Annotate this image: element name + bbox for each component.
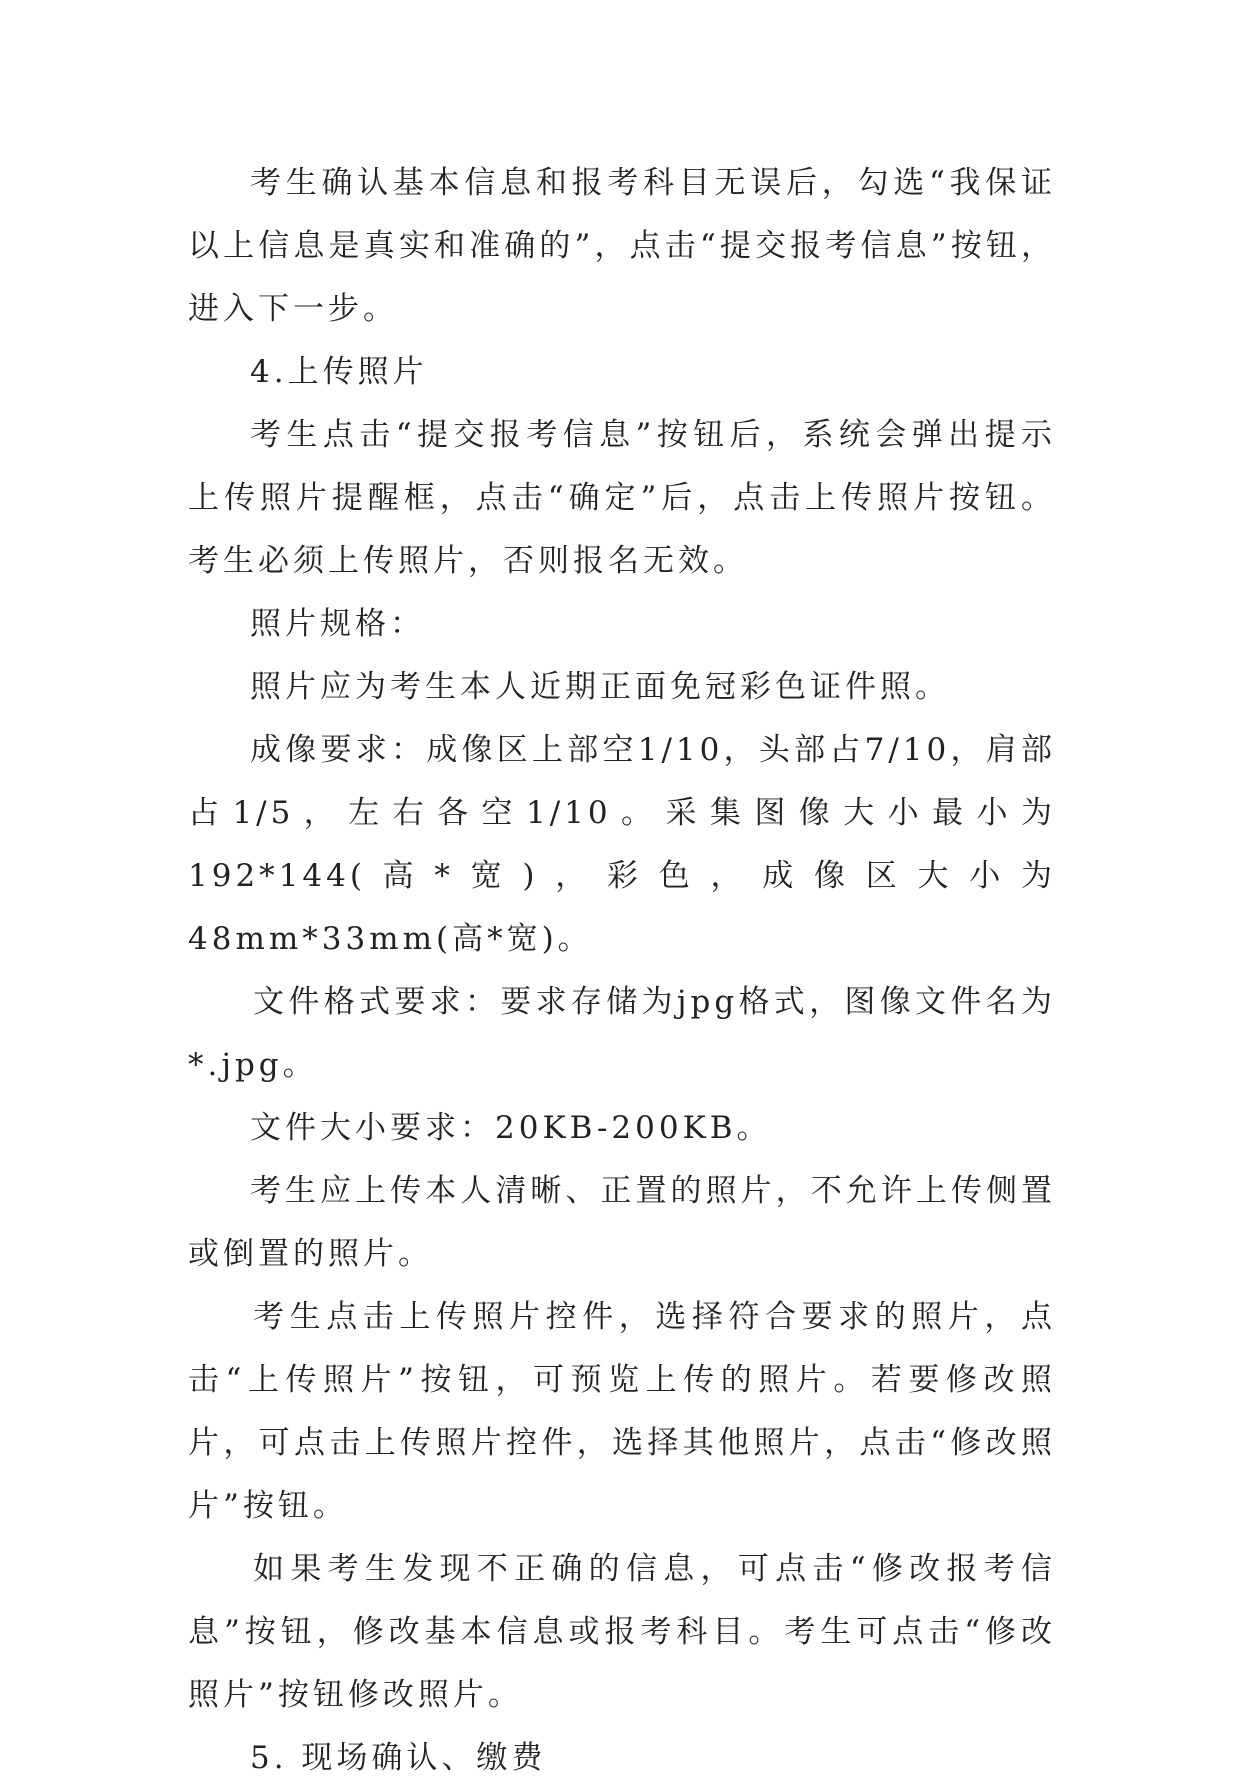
paragraph-photo-requirement: 照片应为考生本人近期正面免冠彩色证件照。 [250, 669, 950, 705]
paragraph-confirm-info: 考生确认基本信息和报考科目无误后，勾选“我保证以上信息是真实和准确的”，点击“提交报考信息”按钮，进入下一步。 [188, 165, 1056, 327]
paragraph-file-size: 文件大小要求：20KB-200KB。 [250, 1110, 772, 1146]
paragraph-file-format: 文件格式要求：要求存储为jpg格式，图像文件名为*.jpg。 [188, 984, 1056, 1083]
paragraph-modify-info: 如果考生发现不正确的信息，可点击“修改报考信息”按钮，修改基本信息或报考科目。考生可点击“修改照片”按钮修改照片。 [188, 1551, 1056, 1713]
paragraph-imaging-requirement: 成像要求：成像区上部空1/10，头部占7/10，肩部占1/5，左右各空1/10。采集图像大小最小为192*144(高*宽)，彩色，成像区大小为48mm*33mm(高*宽)。 [188, 732, 1056, 957]
document-body [188, 152, 1056, 1790]
section-heading-confirm-payment: 5. 现场确认、缴费 [250, 1740, 547, 1776]
paragraph-photo-spec-label: 照片规格： [250, 606, 425, 642]
paragraph-upload-prompt: 考生点击“提交报考信息”按钮后，系统会弹出提示上传照片提醒框，点击“确定”后，点击上传照片按钮。考生必须上传照片，否则报名无效。 [188, 417, 1056, 579]
paragraph-photo-orientation: 考生应上传本人清晰、正置的照片，不允许上传侧置或倒置的照片。 [188, 1173, 1056, 1272]
section-heading-upload-photo: 4.上传照片 [250, 354, 428, 390]
paragraph-upload-steps: 考生点击上传照片控件，选择符合要求的照片，点击“上传照片”按钮，可预览上传的照片。若要修改照片，可点击上传照片控件，选择其他照片，点击“修改照片”按钮。 [188, 1299, 1056, 1524]
